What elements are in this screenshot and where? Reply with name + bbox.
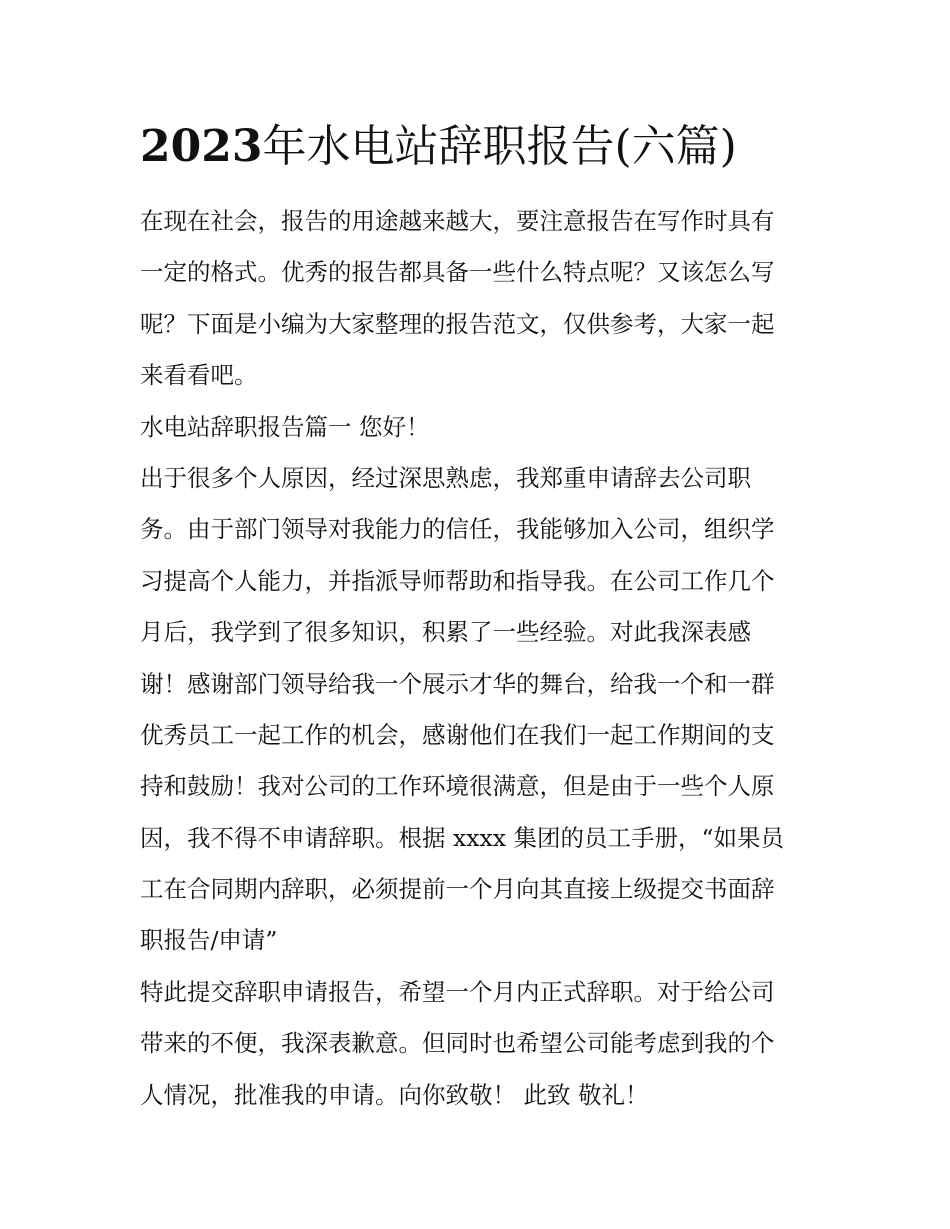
body-line: 一定的格式。优秀的报告都具备一些什么特点呢？又该怎么写 [140, 258, 775, 287]
body-line: 人情况，批准我的申请。向你致敬！ 此致 敬礼！ [140, 1080, 649, 1109]
body-line: 月后，我学到了很多知识，积累了一些经验。对此我深表感 [140, 618, 751, 647]
body-line: 呢？下面是小编为大家整理的报告范文，仅供参考，大家一起 [140, 309, 775, 338]
body-line: 因，我不得不申请辞职。根据 xxxx 集团的员工手册，“如果员 [140, 823, 784, 852]
body-line: 持和鼓励！我对公司的工作环境很满意，但是由于一些个人原 [140, 772, 775, 801]
body-line: 谢！感谢部门领导给我一个展示才华的舞台，给我一个和一群 [140, 669, 775, 698]
body-line: 来看看吧。 [140, 361, 258, 390]
title-year: 2023 [140, 121, 263, 172]
document-title [140, 116, 840, 178]
body-line: 在现在社会，报告的用途越来越大，要注意报告在写作时具有 [140, 207, 775, 235]
document-body [140, 196, 815, 1121]
body-line: 职报告/申请” [140, 926, 278, 955]
body-line: 出于很多个人原因，经过深思熟虑，我郑重申请辞去公司职 [140, 463, 751, 492]
title-text: 年水电站辞职报告(六篇) [262, 121, 737, 172]
section-heading-line: 水电站辞职报告篇一 您好！ [140, 412, 430, 441]
body-line: 工在合同期内辞职，必须提前一个月向其直接上级提交书面辞 [140, 875, 775, 904]
body-line: 特此提交辞职申请报告，希望一个月内正式辞职。对于给公司 [140, 977, 775, 1006]
body-line: 优秀员工一起工作的机会，感谢他们在我们一起工作期间的支 [140, 720, 775, 749]
body-line: 务。由于部门领导对我能力的信任，我能够加入公司，组织学 [140, 515, 775, 544]
body-line: 带来的不便，我深表歉意。但同时也希望公司能考虑到我的个 [140, 1029, 775, 1058]
body-line: 习提高个人能力，并指派导师帮助和指导我。在公司工作几个 [140, 566, 775, 595]
